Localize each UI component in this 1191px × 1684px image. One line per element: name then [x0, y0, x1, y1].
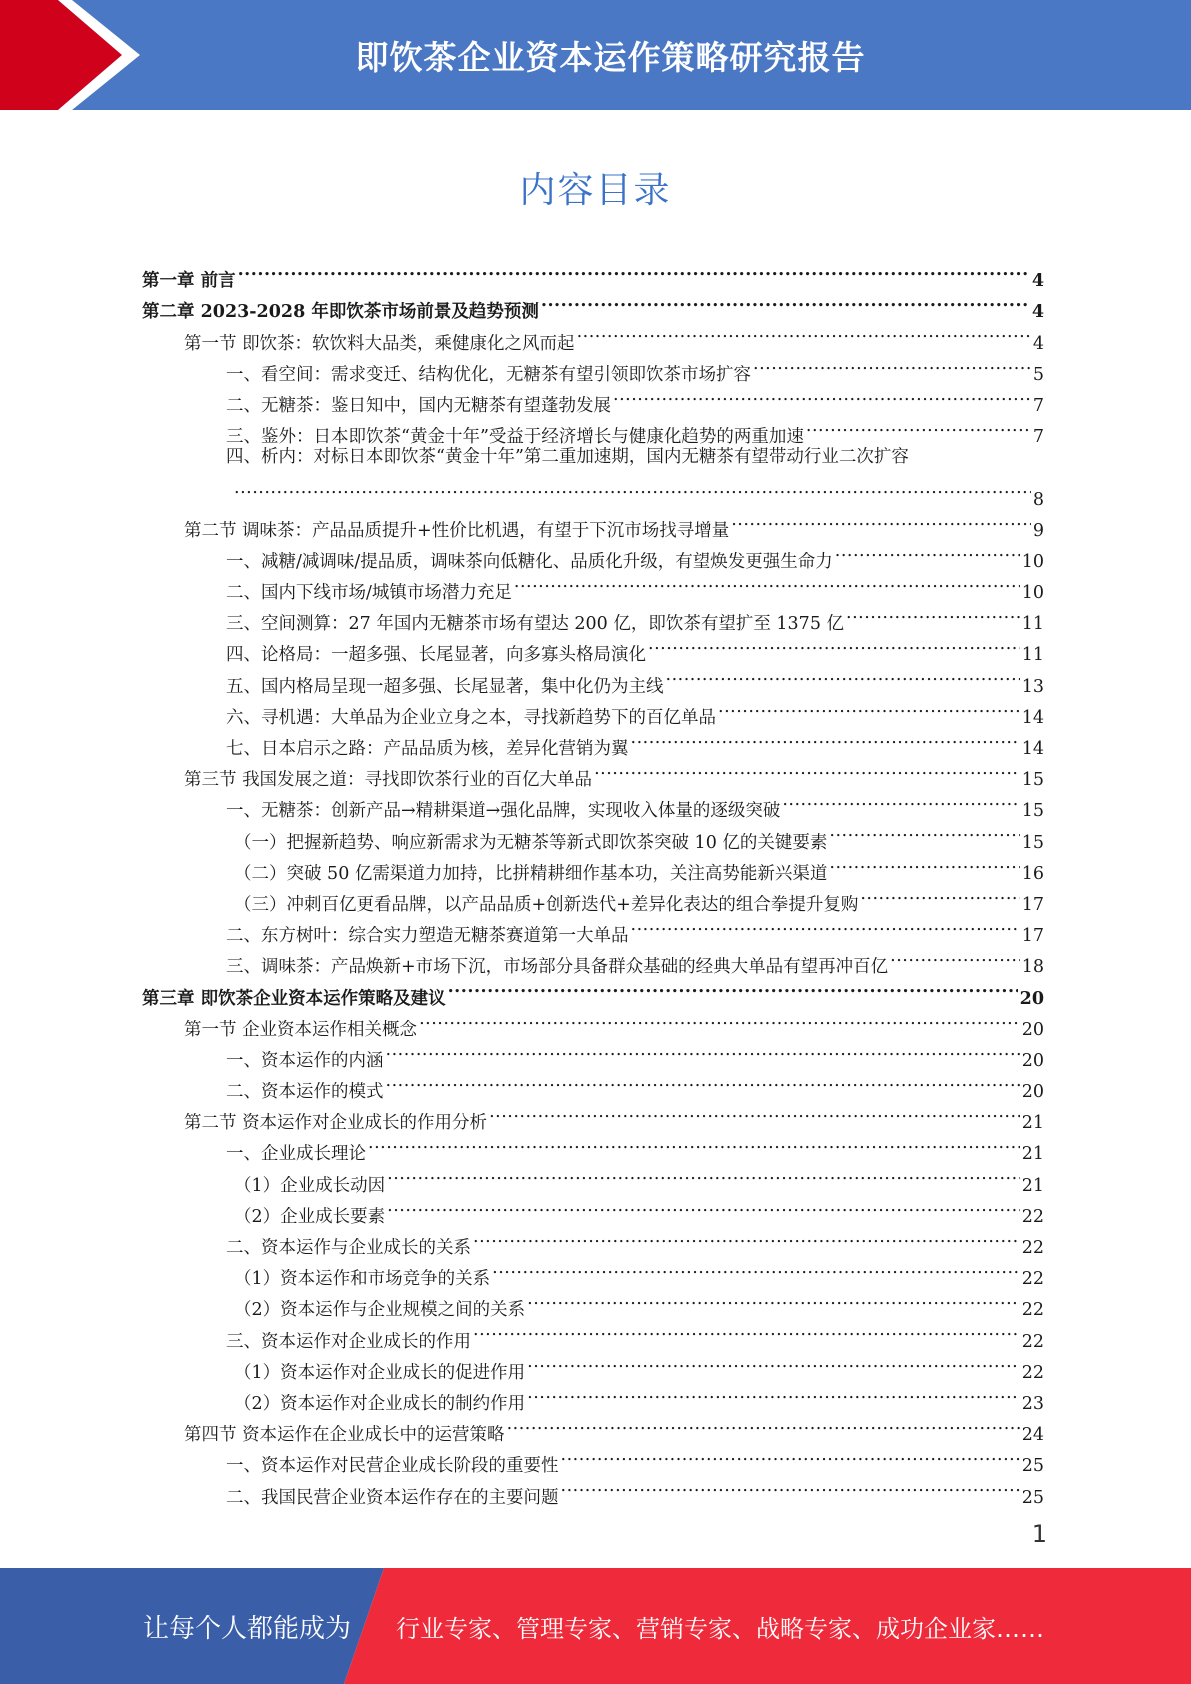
toc-entry-subsection[interactable]: 三、资本运作对企业成长的作用 ..... 22	[142, 1315, 1044, 1346]
toc-entry-subsection[interactable]: 三、调味茶：产品焕新+市场下沉，市场部分具备群众基础的经典大单品有望再冲百亿 ..... 18	[142, 941, 1044, 972]
toc-entry-subsection[interactable]: 二、国内下线市场/城镇市场潜力充足 ..... 10	[142, 567, 1044, 598]
table-of-contents	[142, 255, 1044, 1508]
toc-entry-subsection[interactable]: 一、看空间：需求变迁、结构优化，无糖茶有望引领即饮茶市场扩容 ..... 5	[142, 349, 1044, 380]
footer-slogan-left: 让每个人都能成为	[143, 1613, 352, 1644]
toc-entry-subsection[interactable]: 二、资本运作与企业成长的关系 ..... 22	[142, 1222, 1044, 1253]
toc-entry-subsection[interactable]: 四、析内：对标日本即饮茶“黄金十年”第二重加速期，国内无糖茶有望带动行业二次扩容	[226, 447, 909, 468]
toc-entry-subsection[interactable]: 二、无糖茶：鉴日知中，国内无糖茶有望蓬勃发展 ..... 7	[142, 380, 1044, 411]
toc-entry-subsection[interactable]: 二、东方树叶：综合实力塑造无糖茶赛道第一大单品 ..... 17	[142, 910, 1044, 941]
toc-entry-subsection[interactable]: 一、资本运作的内涵 ..... 20	[142, 1035, 1044, 1066]
toc-entry-subsection[interactable]: 四、论格局：一超多强、长尾显著，向多寡头格局演化 ..... 11	[142, 629, 1044, 660]
toc-entry-item[interactable]: （二）突破 50 亿需渠道力加持，比拼精耕细作基本功，关注高势能新兴渠道 ..... 16	[142, 848, 1044, 879]
toc-entry-chapter[interactable]: 第一章 前言 ..... 4	[142, 255, 1044, 286]
toc-entry-section[interactable]: 第二节 资本运作对企业成长的作用分析 ..... 21	[142, 1097, 1044, 1128]
toc-entry-subsection[interactable]: 一、企业成长理论 ..... 21	[142, 1128, 1044, 1159]
toc-entry-section[interactable]: 第一节 即饮茶：软饮料大品类，乘健康化之风而起 ..... 4	[142, 317, 1044, 348]
toc-heading: 内容目录	[519, 170, 672, 211]
toc-entry-subsection[interactable]: 三、空间测算：27 年国内无糖茶市场有望达 200 亿，即饮茶有望扩至 1375 亿 ..... 11	[142, 598, 1044, 629]
toc-entry-item[interactable]: （一）把握新趋势、响应新需求为无糖茶等新式即饮茶突破 10 亿的关键要素 ..... 15	[142, 816, 1044, 847]
toc-entry-subsection[interactable]: 二、资本运作的模式 ..... 20	[142, 1066, 1044, 1097]
footer-banner	[0, 1568, 1191, 1684]
toc-entry-chapter[interactable]: 第二章 2023-2028 年即饮茶市场前景及趋势预测 ..... 4	[142, 286, 1044, 317]
toc-entry-chapter[interactable]: 第三章 即饮茶企业资本运作策略及建议 ..... 20	[142, 972, 1044, 1003]
toc-entry-item[interactable]: （2）资本运作对企业成长的制约作用 ..... 23	[142, 1378, 1044, 1409]
report-title: 即饮茶企业资本运作策略研究报告	[355, 37, 866, 77]
toc-entry-item[interactable]: （1）资本运作对企业成长的促进作用 ..... 22	[142, 1347, 1044, 1378]
toc-entry-subsection[interactable]: 六、寻机遇：大单品为企业立身之本，寻找新趋势下的百亿单品 ..... 14	[142, 692, 1044, 723]
toc-entry-section[interactable]: 第一节 企业资本运作相关概念 ..... 20	[142, 1004, 1044, 1035]
toc-entry-item[interactable]: （1）资本运作和市场竞争的关系 ..... 22	[142, 1253, 1044, 1284]
toc-entry-subsection[interactable]: 一、无糖茶：创新产品→精耕渠道→强化品牌，实现收入体量的逐级突破 ..... 15	[142, 785, 1044, 816]
toc-entry-subsection[interactable]: 一、减糖/减调味/提品质，调味茶向低糖化、品质化升级，有望焕发更强生命力 ..... 10	[142, 536, 1044, 567]
toc-entry-subsection[interactable]: 五、国内格局呈现一超多强、长尾显著，集中化仍为主线 ..... 13	[142, 660, 1044, 691]
header-banner	[0, 0, 1191, 110]
toc-entry-item[interactable]: （1）企业成长动因 ..... 21	[142, 1159, 1044, 1190]
footer-slogan-right: 行业专家、管理专家、营销专家、战略专家、成功企业家……	[396, 1614, 1044, 1643]
toc-entry-item[interactable]: （2）企业成长要素 ..... 22	[142, 1191, 1044, 1222]
header-arrow-decoration	[0, 0, 140, 110]
toc-entry-subsection[interactable]: 七、日本启示之路：产品品质为核，差异化营销为翼 ..... 14	[142, 723, 1044, 754]
toc-entry-subsection[interactable]: 一、资本运作对民营企业成长阶段的重要性 ..... 25	[142, 1440, 1044, 1471]
page-number: 1	[1031, 1520, 1047, 1548]
toc-entry-subsection[interactable]: 二、我国民营企业资本运作存在的主要问题 ..... 25	[142, 1471, 1044, 1502]
toc-entry-section[interactable]: 第四节 资本运作在企业成长中的运营策略 ..... 24	[142, 1409, 1044, 1440]
toc-entry-item[interactable]: （2）资本运作与企业规模之间的关系 ..... 22	[142, 1284, 1044, 1315]
toc-entry-continuation[interactable]: ..... 8	[142, 473, 1044, 504]
toc-entry-item[interactable]: （三）冲刺百亿更看品牌，以产品品质+创新迭代+差异化表达的组合拳提升复购 ..... 17	[142, 879, 1044, 910]
toc-entry-section[interactable]: 第二节 调味茶：产品品质提升+性价比机遇，有望于下沉市场找寻增量 ..... 9	[142, 505, 1044, 536]
toc-entry-subsection[interactable]: 三、鉴外：日本即饮茶“黄金十年”受益于经济增长与健康化趋势的两重加速 ..... 7	[142, 411, 1044, 442]
toc-entry-section[interactable]: 第三节 我国发展之道：寻找即饮茶行业的百亿大单品 ..... 15	[142, 754, 1044, 785]
